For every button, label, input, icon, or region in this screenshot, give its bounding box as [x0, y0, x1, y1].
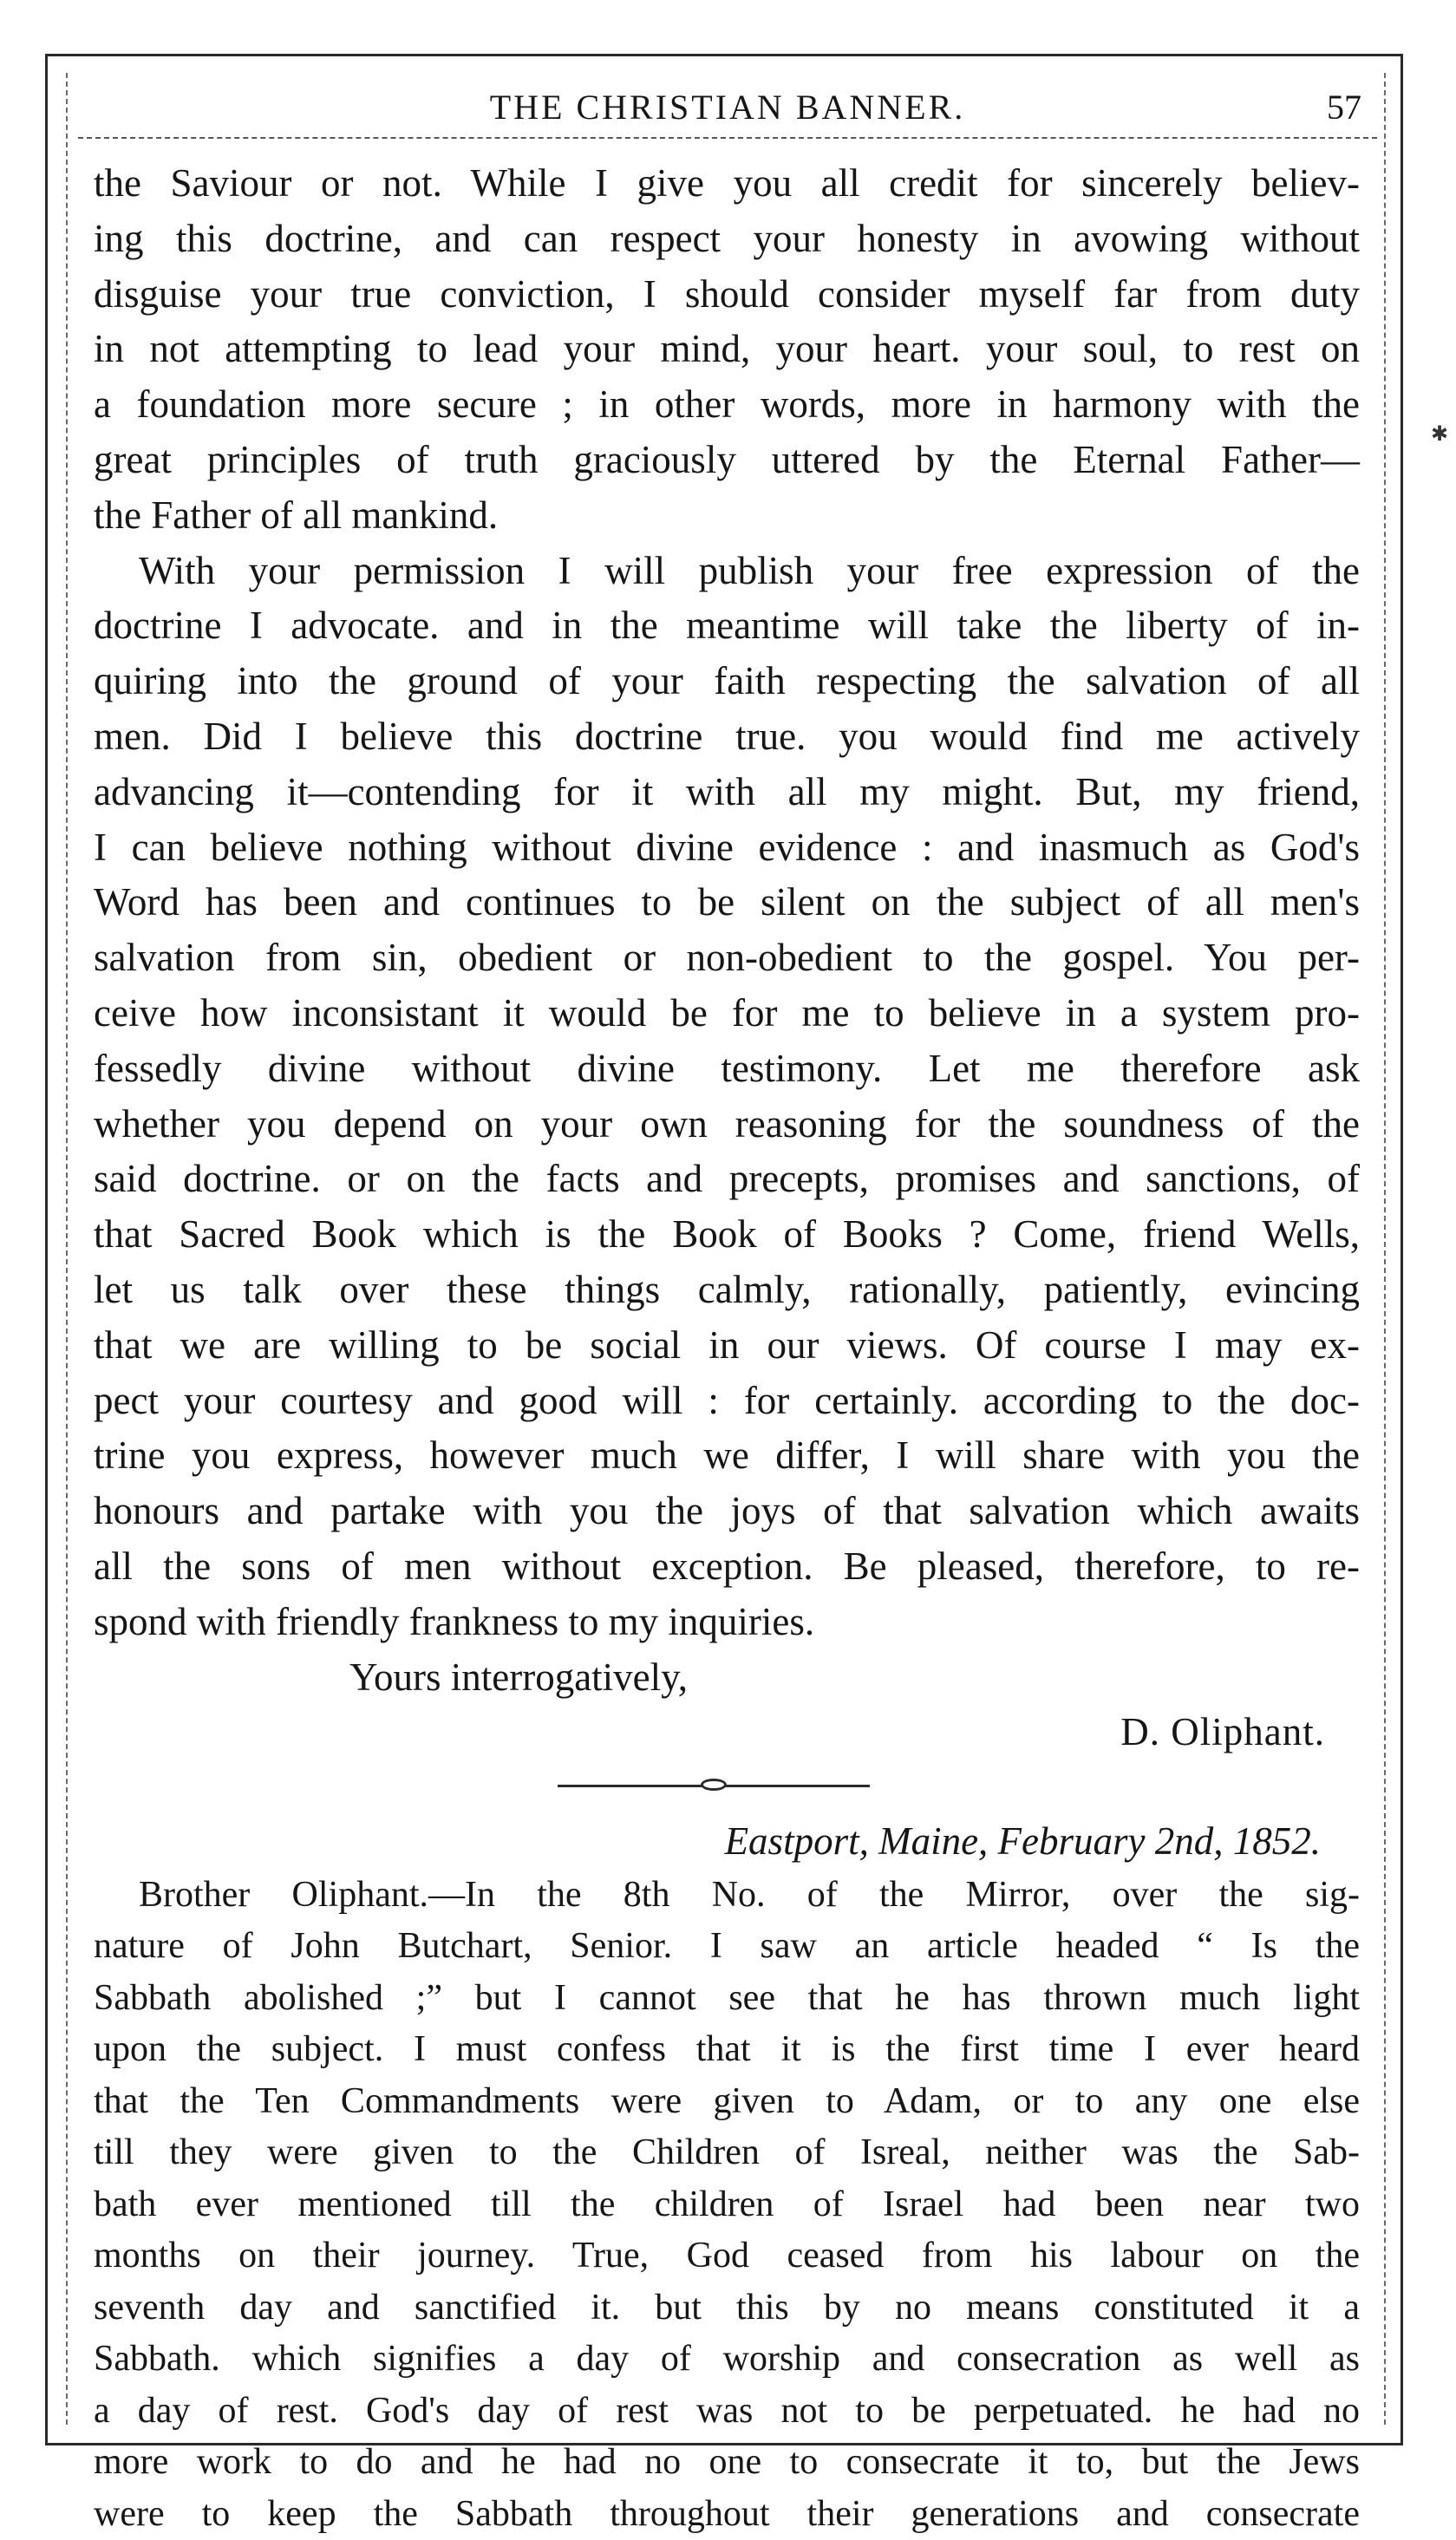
text-line: that Sacred Book which is the Book of Books ? Come, friend Wells, [94, 1212, 1360, 1257]
text-line: in not attempting to lead your mind, your heart. your soul, to rest on [94, 327, 1360, 371]
text-line: seventh day and sanctified it. but this by no means constituted it a [94, 2287, 1360, 2328]
text-line: months on their journey. True, God ceased from his labour on the [94, 2236, 1360, 2276]
text-line: Word has been and continues to be silent on the subject of all men's [94, 880, 1360, 924]
text-line: Brother Oliphant.—In the 8th No. of the Mirror, over the sig- [139, 1874, 1360, 1915]
divider-ornament [701, 1779, 727, 1791]
stray-mark: ✱ [1431, 423, 1449, 446]
page-number: 57 [1327, 88, 1361, 127]
text-line: the Saviour or not. While I give you all credit for sincerely believ- [94, 161, 1360, 205]
text-line: ing this doctrine, and can respect your honesty in avowing without [94, 216, 1360, 260]
running-title: THE CHRISTIAN BANNER. [489, 88, 966, 127]
letter-oliphant [94, 156, 1360, 1760]
paragraph-3 [94, 1870, 1360, 2540]
page-header [78, 80, 1377, 139]
paragraph-2 [94, 544, 1360, 1650]
text-line: ceive how inconsistant it would be for me to believe in a system pro- [94, 990, 1360, 1035]
text-line: trine you express, however much we differ, I will share with you the [94, 1433, 1360, 1478]
text-line: nature of John Butchart, Senior. I saw an article headed “ Is the [94, 1926, 1360, 1967]
text-line: Sabbath. which signifies a day of worship and consecration as well as [94, 2339, 1360, 2380]
text-line: With your permission I will publish your free expression of the [139, 548, 1360, 592]
text-line: salvation from sin, obedient or non-obedient to the gospel. You per- [94, 936, 1360, 980]
text-line: the Father of all mankind. [94, 493, 499, 537]
text-line: men. Did I believe this doctrine true. you would find me actively [94, 714, 1360, 758]
text-line: more work to do and he had no one to consecrate it to, but the Jews [94, 2442, 1360, 2483]
text-line: were to keep the Sabbath throughout their generations and consecrate [94, 2493, 1360, 2534]
text-line: let us talk over these things calmly, rationally, patiently, evincing [94, 1267, 1360, 1311]
text-line: I can believe nothing without divine evidence : and inasmuch as God's [94, 825, 1360, 869]
text-line: fessedly divine without divine testimony. Let me therefore ask [94, 1046, 1360, 1090]
text-line: great principles of truth graciously uttered by the Eternal Father— [94, 437, 1360, 481]
text-line: spond with friendly frankness to my inquiries. [94, 1599, 815, 1643]
page-body [94, 156, 1360, 2540]
text-line: all the sons of men without exception. Be pleased, therefore, to re- [94, 1544, 1360, 1588]
text-line: quiring into the ground of your faith respecting the salvation of all [94, 659, 1360, 703]
section-divider [94, 1760, 1360, 1814]
text-line: honours and partake with you the joys of that salvation which awaits [94, 1489, 1360, 1533]
text-line: disguise your true conviction, I should consider myself far from duty [94, 271, 1360, 316]
text-line: upon the subject. I must confess that it is the first time I ever heard [94, 2029, 1360, 2070]
text-line: a foundation more secure ; in other words, more in harmony with the [94, 382, 1360, 427]
text-line: that we are willing to be social in our views. Of course I may ex- [94, 1322, 1360, 1367]
text-line: till they were given to the Children of Isreal, neither was the Sab- [94, 2132, 1360, 2173]
text-line: a day of rest. God's day of rest was not to be perpetuated. he had no [94, 2390, 1360, 2431]
text-line: doctrine I advocate. and in the meantime will take the liberty of in- [94, 604, 1360, 648]
text-line: advancing it—contending for it with all my might. But, my friend, [94, 769, 1360, 813]
text-line: bath ever mentioned till the children of Israel had been near two [94, 2184, 1360, 2224]
paragraph-1 [94, 156, 1360, 544]
letter-dateline: Eastport, Maine, February 2nd, 1852. [724, 1819, 1321, 1864]
text-line: pect your courtesy and good will : for certainly. according to the doc- [94, 1378, 1360, 1422]
letter-signoff: Yours interrogatively, [349, 1655, 688, 1699]
text-line: Sabbath abolished ;” but I cannot see that he has thrown much light [94, 1977, 1360, 2018]
text-line: that the Ten Commandments were given to Adam, or to any one else [94, 2080, 1360, 2121]
text-line: whether you depend on your own reasoning for the soundness of the [94, 1101, 1360, 1146]
letter-signature: D. Oliphant. [1120, 1710, 1325, 1754]
letter-eastport [94, 1814, 1360, 2540]
text-line: said doctrine. or on the facts and precepts, promises and sanctions, of [94, 1157, 1360, 1201]
